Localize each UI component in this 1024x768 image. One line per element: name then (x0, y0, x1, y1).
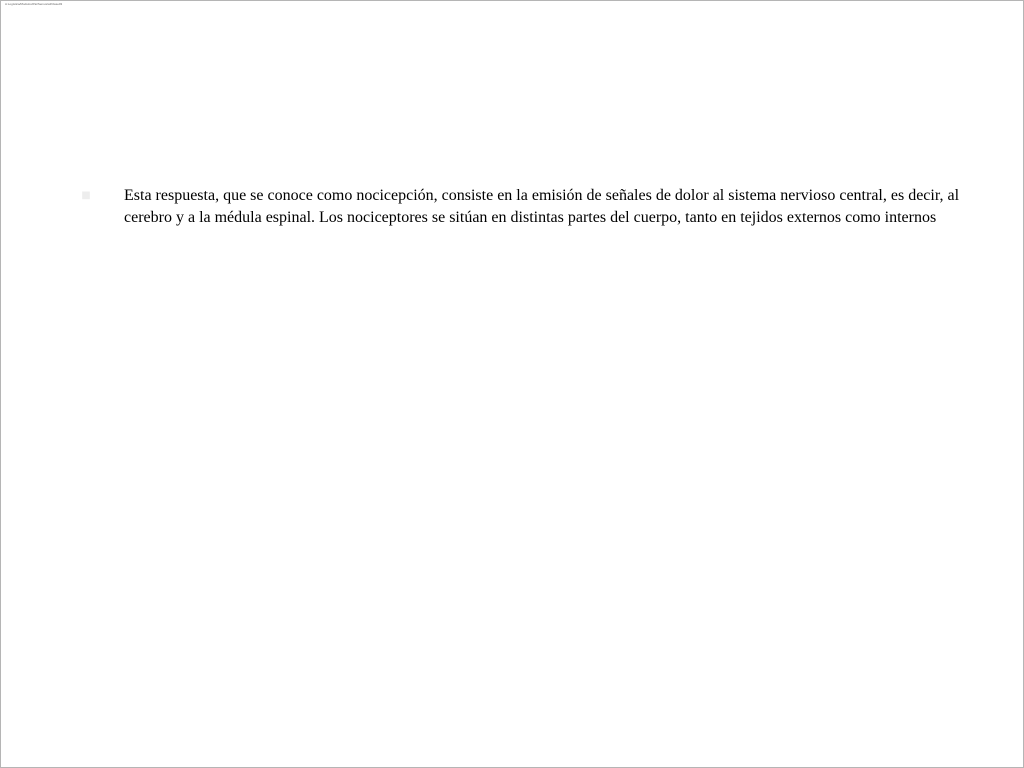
corner-caption: A:Logistica/Modulos/Pai/Sensorial/Clase03 (5, 2, 63, 6)
slide-content (79, 185, 969, 229)
body-paragraph: Esta respuesta, que se conoce como nocicepción, consiste en la emisión de señales de dolor al sistema nervioso central, es decir, al cerebro y a la médula espinal. Los nociceptores se sitúan en distintas partes del cuerpo, tanto en tejidos externos como internos (124, 187, 960, 226)
bullet-icon: ■ (81, 190, 91, 201)
